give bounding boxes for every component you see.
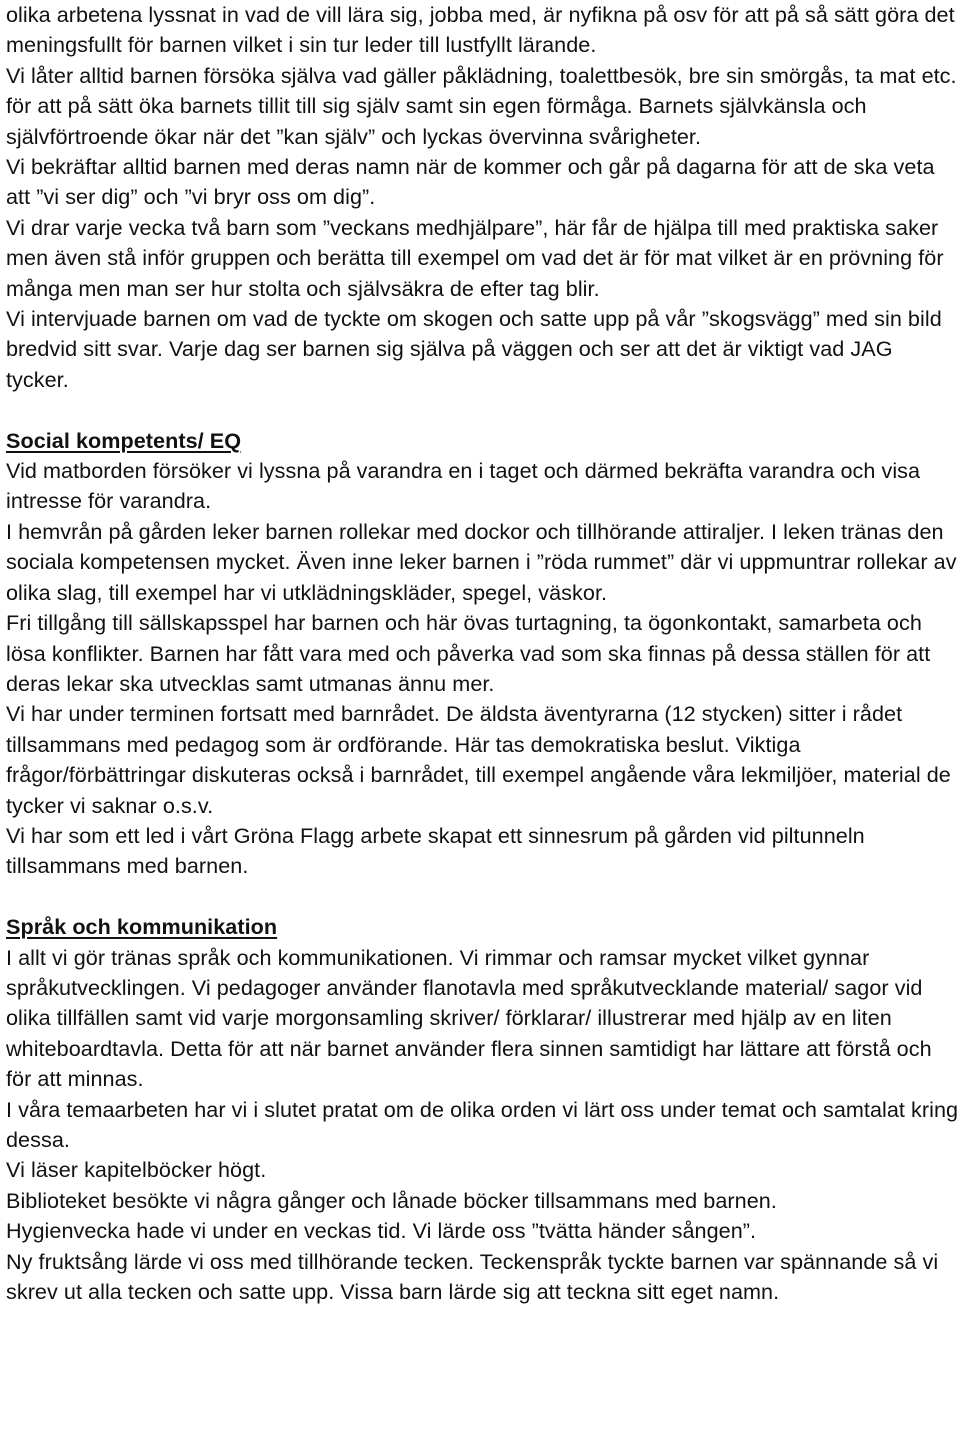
language-paragraph: I allt vi gör tränas språk och kommunikationen. Vi rimmar och ramsar mycket vilket gynnar språkutvecklingen. Vi pedagoger använder flanotavla med språkutvecklande material/ sagor vid olika tillfällen samt vid varje morgonsamling skriver/ förklarar/ illustrerar med hjälp av en liten whiteboardtavla. Detta för att när barnet använder flera sinnen samtidigt har lättare att förstå och för att minnas. xyxy=(6,944,932,1092)
intro-section xyxy=(6,0,960,395)
social-paragraph: I hemvrån på gården leker barnen rollekar med dockor och tillhörande attiraljer. I leken tränas den sociala kompetensen mycket. Även inne leker barnen i ”röda rummet” där vi uppmuntrar rollekar av olika slag, till exempel har vi utklädningskläder, spegel, väskor. xyxy=(6,518,957,605)
language-paragraph: Hygienvecka hade vi under en veckas tid. Vi lärde oss ”tvätta händer sången”. xyxy=(6,1218,757,1244)
social-paragraph: Vi har under terminen fortsatt med barnrådet. De äldsta äventyrarna (12 stycken) sitter i rådet tillsammans med pedagog som är ordförande. Här tas demokratiska beslut. Viktiga frågor/förbättringar diskuteras också i barnrådet, till exempel angående våra lekmiljöer, material de tycker vi saknar o.s.v. xyxy=(6,701,951,818)
social-paragraph: Vi har som ett led i vårt Gröna Flagg arbete skapat ett sinnesrum på gården vid piltunneln tillsammans med barnen. xyxy=(6,822,865,879)
intro-paragraph: Vi bekräftar alltid barnen med deras namn när de kommer och går på dagarna för att de ska veta att ”vi ser dig” och ”vi bryr oss om dig”. xyxy=(6,154,935,210)
social-paragraph: Fri tillgång till sällskapsspel har barnen och här övas turtagning, ta ögonkontakt, samarbeta och lösa konflikter. Barnen har fått vara med och påverka vad som ska finnas på dessa ställen för att deras lekar ska utvecklas samt utmanas ännu mer. xyxy=(6,610,931,696)
social-section xyxy=(6,426,960,882)
intro-paragraph: Vi drar varje vecka två barn som ”veckans medhjälpare”, här får de hjälpa till med praktiska saker men även stå inför gruppen och berätta till exempel om vad det är för mat vilket är en prövning för många men man ser hur stolta och självsäkra de efter tag blir. xyxy=(6,214,944,301)
intro-paragraph: Vi intervjuade barnen om vad de tyckte om skogen och satte upp på vår ”skogsvägg” med sin bild bredvid sitt svar. Varje dag ser barnen sig själva på väggen och ser att det är viktigt vad JAG tycker. xyxy=(6,306,942,392)
language-section xyxy=(6,912,960,1307)
section-spacer xyxy=(6,882,960,912)
language-paragraph: I våra temaarbeten har vi i slutet pratat om de olika orden vi lärt oss under temat och samtalat kring dessa. xyxy=(6,1096,959,1152)
social-paragraph: Vid matborden försöker vi lyssna på varandra en i taget och därmed bekräfta varandra och visa intresse för varandra. xyxy=(6,458,921,514)
intro-paragraph: Vi låter alltid barnen försöka själva vad gäller påklädning, toalettbesök, bre sin smörgås, ta mat etc. för att på sätt öka barnets tillit till sig själv samt sin egen förmåga. Barnets självkänsla och självförtroende ökar när det ”kan själv” och lyckas övervinna svårigheter. xyxy=(6,62,957,149)
language-paragraph: Ny fruktsång lärde vi oss med tillhörande tecken. Teckenspråk tyckte barnen var spännande så vi skrev ut alla tecken och satte upp. Vissa barn lärde sig att teckna sitt eget namn. xyxy=(6,1248,939,1305)
section-heading: Social kompetents/ EQ xyxy=(6,427,242,453)
section-spacer xyxy=(6,395,960,425)
language-paragraph: Vi läser kapitelböcker högt. xyxy=(6,1157,267,1183)
section-heading: Språk och kommunikation xyxy=(6,914,278,940)
language-paragraph: Biblioteket besökte vi några gånger och lånade böcker tillsammans med barnen. xyxy=(6,1187,777,1213)
document-page xyxy=(6,0,960,1307)
intro-paragraph: olika arbetena lyssnat in vad de vill lära sig, jobba med, är nyfikna på osv för att på så sätt göra det meningsfullt för barnen vilket i sin tur leder till lustfyllt lärande. xyxy=(6,2,955,58)
